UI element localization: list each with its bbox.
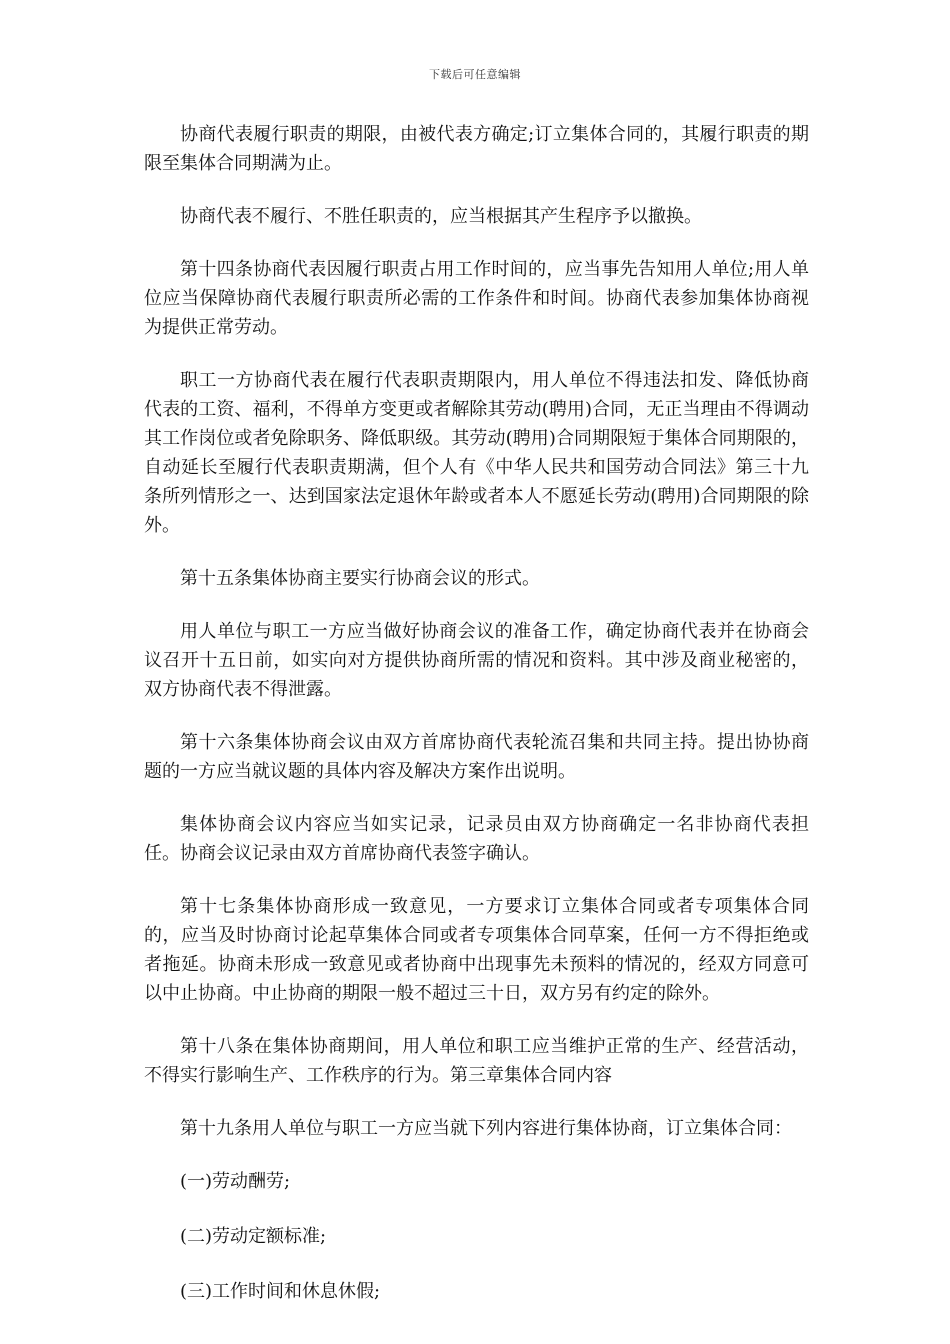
paragraph: 协商代表不履行、不胜任职责的，应当根据其产生程序予以撤换。 [180, 206, 702, 227]
paragraph: 第十四条协商代表因履行职责占用工作时间的，应当事先告知用人单位;用人单位应当保障协商代表履行职责所必需的工作条件和时间。协商代表参加集体协商视为提供正常劳动。 [144, 259, 809, 338]
paragraph: 第十八条在集体协商期间，用人单位和职工应当维护正常的生产、经营活动，不得实行影响生产、工作秩序的行为。第三章集体合同内容 [144, 1036, 809, 1086]
paragraph: 用人单位与职工一方应当做好协商会议的准备工作，确定协商代表并在协商会议召开十五日前，如实向对方提供协商所需的情况和资料。其中涉及商业秘密的，双方协商代表不得泄露。 [144, 621, 809, 700]
paragraph: 职工一方协商代表在履行代表职责期限内，用人单位不得违法扣发、降低协商代表的工资、福利，不得单方变更或者解除其劳动(聘用)合同，无正当理由不得调动其工作岗位或者免除职务、降低职级。其劳动(聘用)合同期限短于集体合同期限的，自动延长至履行代表职责期满，但个人有《中华人民共和国劳动合同法》第三十九条所列情形之一、达到国家法定退休年龄或者本人不愿延长劳动(聘用)合同期限的除外。 [144, 370, 809, 536]
list-item: (二)劳动定额标准; [180, 1226, 327, 1247]
paragraph: 协商代表履行职责的期限，由被代表方确定;订立集体合同的，其履行职责的期限至集体合同期满为止。 [144, 124, 809, 174]
paragraph: 第十九条用人单位与职工一方应当就下列内容进行集体协商，订立集体合同： [180, 1118, 792, 1139]
document-body [144, 120, 809, 1332]
paragraph: 集体协商会议内容应当如实记录，记录员由双方协商确定一名非协商代表担任。协商会议记录由双方首席协商代表签字确认。 [144, 814, 809, 864]
list-item: (一)劳动酬劳; [180, 1171, 291, 1192]
page-header-note: 下载后可任意编辑 [429, 68, 521, 81]
paragraph: 第十七条集体协商形成一致意见，一方要求订立集体合同或者专项集体合同的，应当及时协商讨论起草集体合同或者专项集体合同草案，任何一方不得拒绝或者拖延。协商未形成一致意见或者协商中出现事先未预料的情况的，经双方同意可以中止协商。中止协商的期限一般不超过三十日，双方另有约定的除外。 [144, 896, 809, 1004]
paragraph: 第十五条集体协商主要实行协商会议的形式。 [180, 568, 540, 589]
list-item: (三)工作时间和休息休假; [180, 1281, 381, 1302]
paragraph: 第十六条集体协商会议由双方首席协商代表轮流召集和共同主持。提出协协商题的一方应当就议题的具体内容及解决方案作出说明。 [144, 732, 809, 782]
